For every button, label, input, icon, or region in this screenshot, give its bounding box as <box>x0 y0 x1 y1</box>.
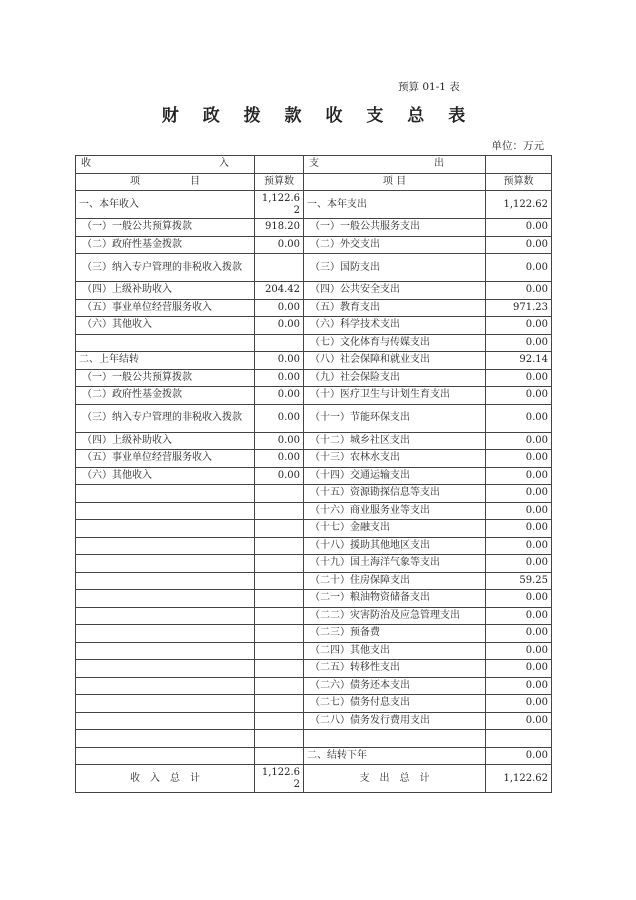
expense-budget-value: 0.00 <box>486 677 552 695</box>
income-item: （五）事业单位经营服务收入 <box>76 450 255 468</box>
expense-budget-value: 0.00 <box>486 712 552 730</box>
income-header-right: 入 <box>219 158 229 170</box>
expense-item: （九）社会保险支出 <box>304 369 486 387</box>
expense-budget-value: 0.00 <box>486 387 552 405</box>
income-budget-value <box>255 642 304 660</box>
income-budget-value: 0.00 <box>255 299 304 317</box>
expense-budget-value: 1,122.62 <box>486 191 552 219</box>
income-item: 一、本年收入 <box>76 191 255 219</box>
income-budget-value <box>255 695 304 713</box>
expense-budget-value: 0.00 <box>486 254 552 282</box>
income-item: （三）纳入专户管理的非税收入拨款 <box>76 404 255 432</box>
income-item: 二、上年结转 <box>76 352 255 370</box>
table-row <box>76 236 552 254</box>
column-header-row <box>76 173 552 191</box>
expense-item: （一）一般公共服务支出 <box>304 219 486 237</box>
income-budget-value <box>255 660 304 678</box>
income-item <box>76 730 255 748</box>
totals-row <box>76 765 552 793</box>
income-budget-value <box>255 334 304 352</box>
income-item <box>76 625 255 643</box>
expense-item: （二七）债务付息支出 <box>304 695 486 713</box>
income-budget-value <box>255 520 304 538</box>
expense-item: （十三）农林水支出 <box>304 450 486 468</box>
expense-budget-value <box>486 730 552 748</box>
expense-item: （十二）城乡社区支出 <box>304 432 486 450</box>
income-item: （六）其他收入 <box>76 467 255 485</box>
table-row <box>76 450 552 468</box>
table-row <box>76 282 552 300</box>
expense-budget-value: 0.00 <box>486 747 552 765</box>
income-budget-value: 0.00 <box>255 432 304 450</box>
table-row <box>76 572 552 590</box>
budget-table <box>75 155 552 793</box>
income-item-header: 项 目 <box>76 173 255 191</box>
expense-budget-value: 0.00 <box>486 607 552 625</box>
income-item <box>76 695 255 713</box>
income-budget-value <box>255 677 304 695</box>
income-budget-value: 0.00 <box>255 369 304 387</box>
expense-item: （十九）国土海洋气象等支出 <box>304 555 486 573</box>
expense-budget-value: 0.00 <box>486 236 552 254</box>
expense-item: （八）社会保障和就业支出 <box>304 352 486 370</box>
table-row <box>76 502 552 520</box>
expense-item: （二六）债务还本支出 <box>304 677 486 695</box>
expense-budget-value: 0.00 <box>486 502 552 520</box>
expense-budget-value: 0.00 <box>486 369 552 387</box>
income-item <box>76 642 255 660</box>
table-row <box>76 334 552 352</box>
expense-item: （二十）住房保障支出 <box>304 572 486 590</box>
expense-budget-value: 0.00 <box>486 590 552 608</box>
income-section-header <box>76 156 255 174</box>
income-budget-value <box>255 485 304 503</box>
expense-budget-value: 0.00 <box>486 334 552 352</box>
expense-item: （十一）节能环保支出 <box>304 404 486 432</box>
expense-budget-value: 92.14 <box>486 352 552 370</box>
income-budget-value <box>255 607 304 625</box>
expense-budget-value: 0.00 <box>486 219 552 237</box>
income-item <box>76 520 255 538</box>
income-item: （五）事业单位经营服务收入 <box>76 299 255 317</box>
income-item <box>76 334 255 352</box>
income-item: （三）纳入专户管理的非税收入拨款 <box>76 254 255 282</box>
expense-item: （十八）援助其他地区支出 <box>304 537 486 555</box>
expense-item: （十六）商业服务业等支出 <box>304 502 486 520</box>
expense-budget-value: 0.00 <box>486 404 552 432</box>
expense-budget-value: 0.00 <box>486 520 552 538</box>
expense-item: （二五）转移性支出 <box>304 660 486 678</box>
empty-cell <box>486 156 552 174</box>
income-item <box>76 677 255 695</box>
expense-item: （十四）交通运输支出 <box>304 467 486 485</box>
table-row <box>76 520 552 538</box>
expense-section-header <box>304 156 486 174</box>
expense-item: （六）科学技术支出 <box>304 317 486 335</box>
income-item: （一）一般公共预算拨款 <box>76 369 255 387</box>
table-row <box>76 695 552 713</box>
expense-budget-value: 59.25 <box>486 572 552 590</box>
income-budget-value <box>255 730 304 748</box>
expense-budget-value: 0.00 <box>486 450 552 468</box>
expense-budget-value: 0.00 <box>486 625 552 643</box>
expense-header-left: 支 <box>309 158 319 170</box>
expense-budget-header: 预算数 <box>486 173 552 191</box>
expense-budget-value: 0.00 <box>486 282 552 300</box>
table-row <box>76 607 552 625</box>
income-budget-value <box>255 747 304 765</box>
expense-item: （五）教育支出 <box>304 299 486 317</box>
table-row <box>76 747 552 765</box>
income-budget-value <box>255 572 304 590</box>
income-budget-value: 0.00 <box>255 236 304 254</box>
income-budget-value: 0.00 <box>255 404 304 432</box>
income-budget-value <box>255 502 304 520</box>
table-row <box>76 352 552 370</box>
income-item <box>76 485 255 503</box>
expense-budget-value: 971.23 <box>486 299 552 317</box>
expense-budget-value: 0.00 <box>486 485 552 503</box>
income-budget-value <box>255 625 304 643</box>
income-budget-value: 0.00 <box>255 467 304 485</box>
income-item: （四）上级补助收入 <box>76 282 255 300</box>
expense-item: （十五）资源勘探信息等支出 <box>304 485 486 503</box>
expense-item: （三）国防支出 <box>304 254 486 282</box>
expense-budget-value: 0.00 <box>486 467 552 485</box>
table-row <box>76 467 552 485</box>
table-row <box>76 432 552 450</box>
expense-item: 二、结转下年 <box>304 747 486 765</box>
expense-item: （七）文化体育与传媒支出 <box>304 334 486 352</box>
section-header-row <box>76 156 552 174</box>
expense-budget-value: 0.00 <box>486 660 552 678</box>
expense-total-value: 1,122.62 <box>486 765 552 793</box>
expense-budget-value: 0.00 <box>486 317 552 335</box>
expense-item: （四）公共安全支出 <box>304 282 486 300</box>
expense-item: （二四）其他支出 <box>304 642 486 660</box>
table-row <box>76 555 552 573</box>
expense-item: （二一）粮油物资储备支出 <box>304 590 486 608</box>
expense-item: （二三）预备费 <box>304 625 486 643</box>
table-row <box>76 642 552 660</box>
empty-cell <box>255 156 304 174</box>
expense-budget-value: 0.00 <box>486 432 552 450</box>
income-budget-value: 0.00 <box>255 387 304 405</box>
income-budget-value <box>255 555 304 573</box>
expense-item-header: 项 目 <box>304 173 486 191</box>
income-budget-value: 0.00 <box>255 352 304 370</box>
expense-item: （十七）金融支出 <box>304 520 486 538</box>
table-row <box>76 590 552 608</box>
table-row <box>76 219 552 237</box>
income-total-value: 1,122.62 <box>255 765 304 793</box>
income-budget-value <box>255 254 304 282</box>
income-item <box>76 572 255 590</box>
table-row <box>76 625 552 643</box>
income-budget-value: 918.20 <box>255 219 304 237</box>
income-item: （二）政府性基金拨款 <box>76 236 255 254</box>
unit-label: 单位：万元 <box>491 140 544 152</box>
table-row <box>76 660 552 678</box>
income-item <box>76 555 255 573</box>
income-budget-value: 204.42 <box>255 282 304 300</box>
income-item: （二）政府性基金拨款 <box>76 387 255 405</box>
income-budget-value: 0.00 <box>255 450 304 468</box>
table-row <box>76 730 552 748</box>
expense-item <box>304 730 486 748</box>
table-row <box>76 254 552 282</box>
table-row <box>76 191 552 219</box>
income-header-left: 收 <box>81 158 91 170</box>
income-item <box>76 747 255 765</box>
income-item <box>76 590 255 608</box>
table-row <box>76 299 552 317</box>
expense-budget-value: 0.00 <box>486 555 552 573</box>
income-item <box>76 660 255 678</box>
income-item: （一）一般公共预算拨款 <box>76 219 255 237</box>
income-budget-value: 0.00 <box>255 317 304 335</box>
table-row <box>76 537 552 555</box>
expense-item: （十）医疗卫生与计划生育支出 <box>304 387 486 405</box>
income-item <box>76 537 255 555</box>
expense-total-label: 支 出 总 计 <box>304 765 486 793</box>
page-title: 财 政 拨 款 收 支 总 表 <box>161 106 475 126</box>
expense-header-right: 出 <box>434 158 444 170</box>
table-row <box>76 317 552 335</box>
table-row <box>76 485 552 503</box>
income-budget-value: 1,122.62 <box>255 191 304 219</box>
table-row <box>76 404 552 432</box>
income-item <box>76 607 255 625</box>
expense-budget-value: 0.00 <box>486 537 552 555</box>
income-item: （六）其他收入 <box>76 317 255 335</box>
income-budget-value <box>255 712 304 730</box>
income-budget-value <box>255 537 304 555</box>
income-total-label: 收 入 总 计 <box>76 765 255 793</box>
expense-item: 一、本年支出 <box>304 191 486 219</box>
table-row <box>76 712 552 730</box>
expense-budget-value: 0.00 <box>486 642 552 660</box>
income-item <box>76 502 255 520</box>
income-item <box>76 712 255 730</box>
table-row <box>76 677 552 695</box>
expense-item: （二）外交支出 <box>304 236 486 254</box>
table-row <box>76 387 552 405</box>
table-row <box>76 369 552 387</box>
income-item: （四）上级补助收入 <box>76 432 255 450</box>
income-budget-value <box>255 590 304 608</box>
income-budget-header: 预算数 <box>255 173 304 191</box>
form-number: 预算 01-1 表 <box>398 81 460 93</box>
expense-item: （二八）债务发行费用支出 <box>304 712 486 730</box>
expense-item: （二二）灾害防治及应急管理支出 <box>304 607 486 625</box>
expense-budget-value: 0.00 <box>486 695 552 713</box>
